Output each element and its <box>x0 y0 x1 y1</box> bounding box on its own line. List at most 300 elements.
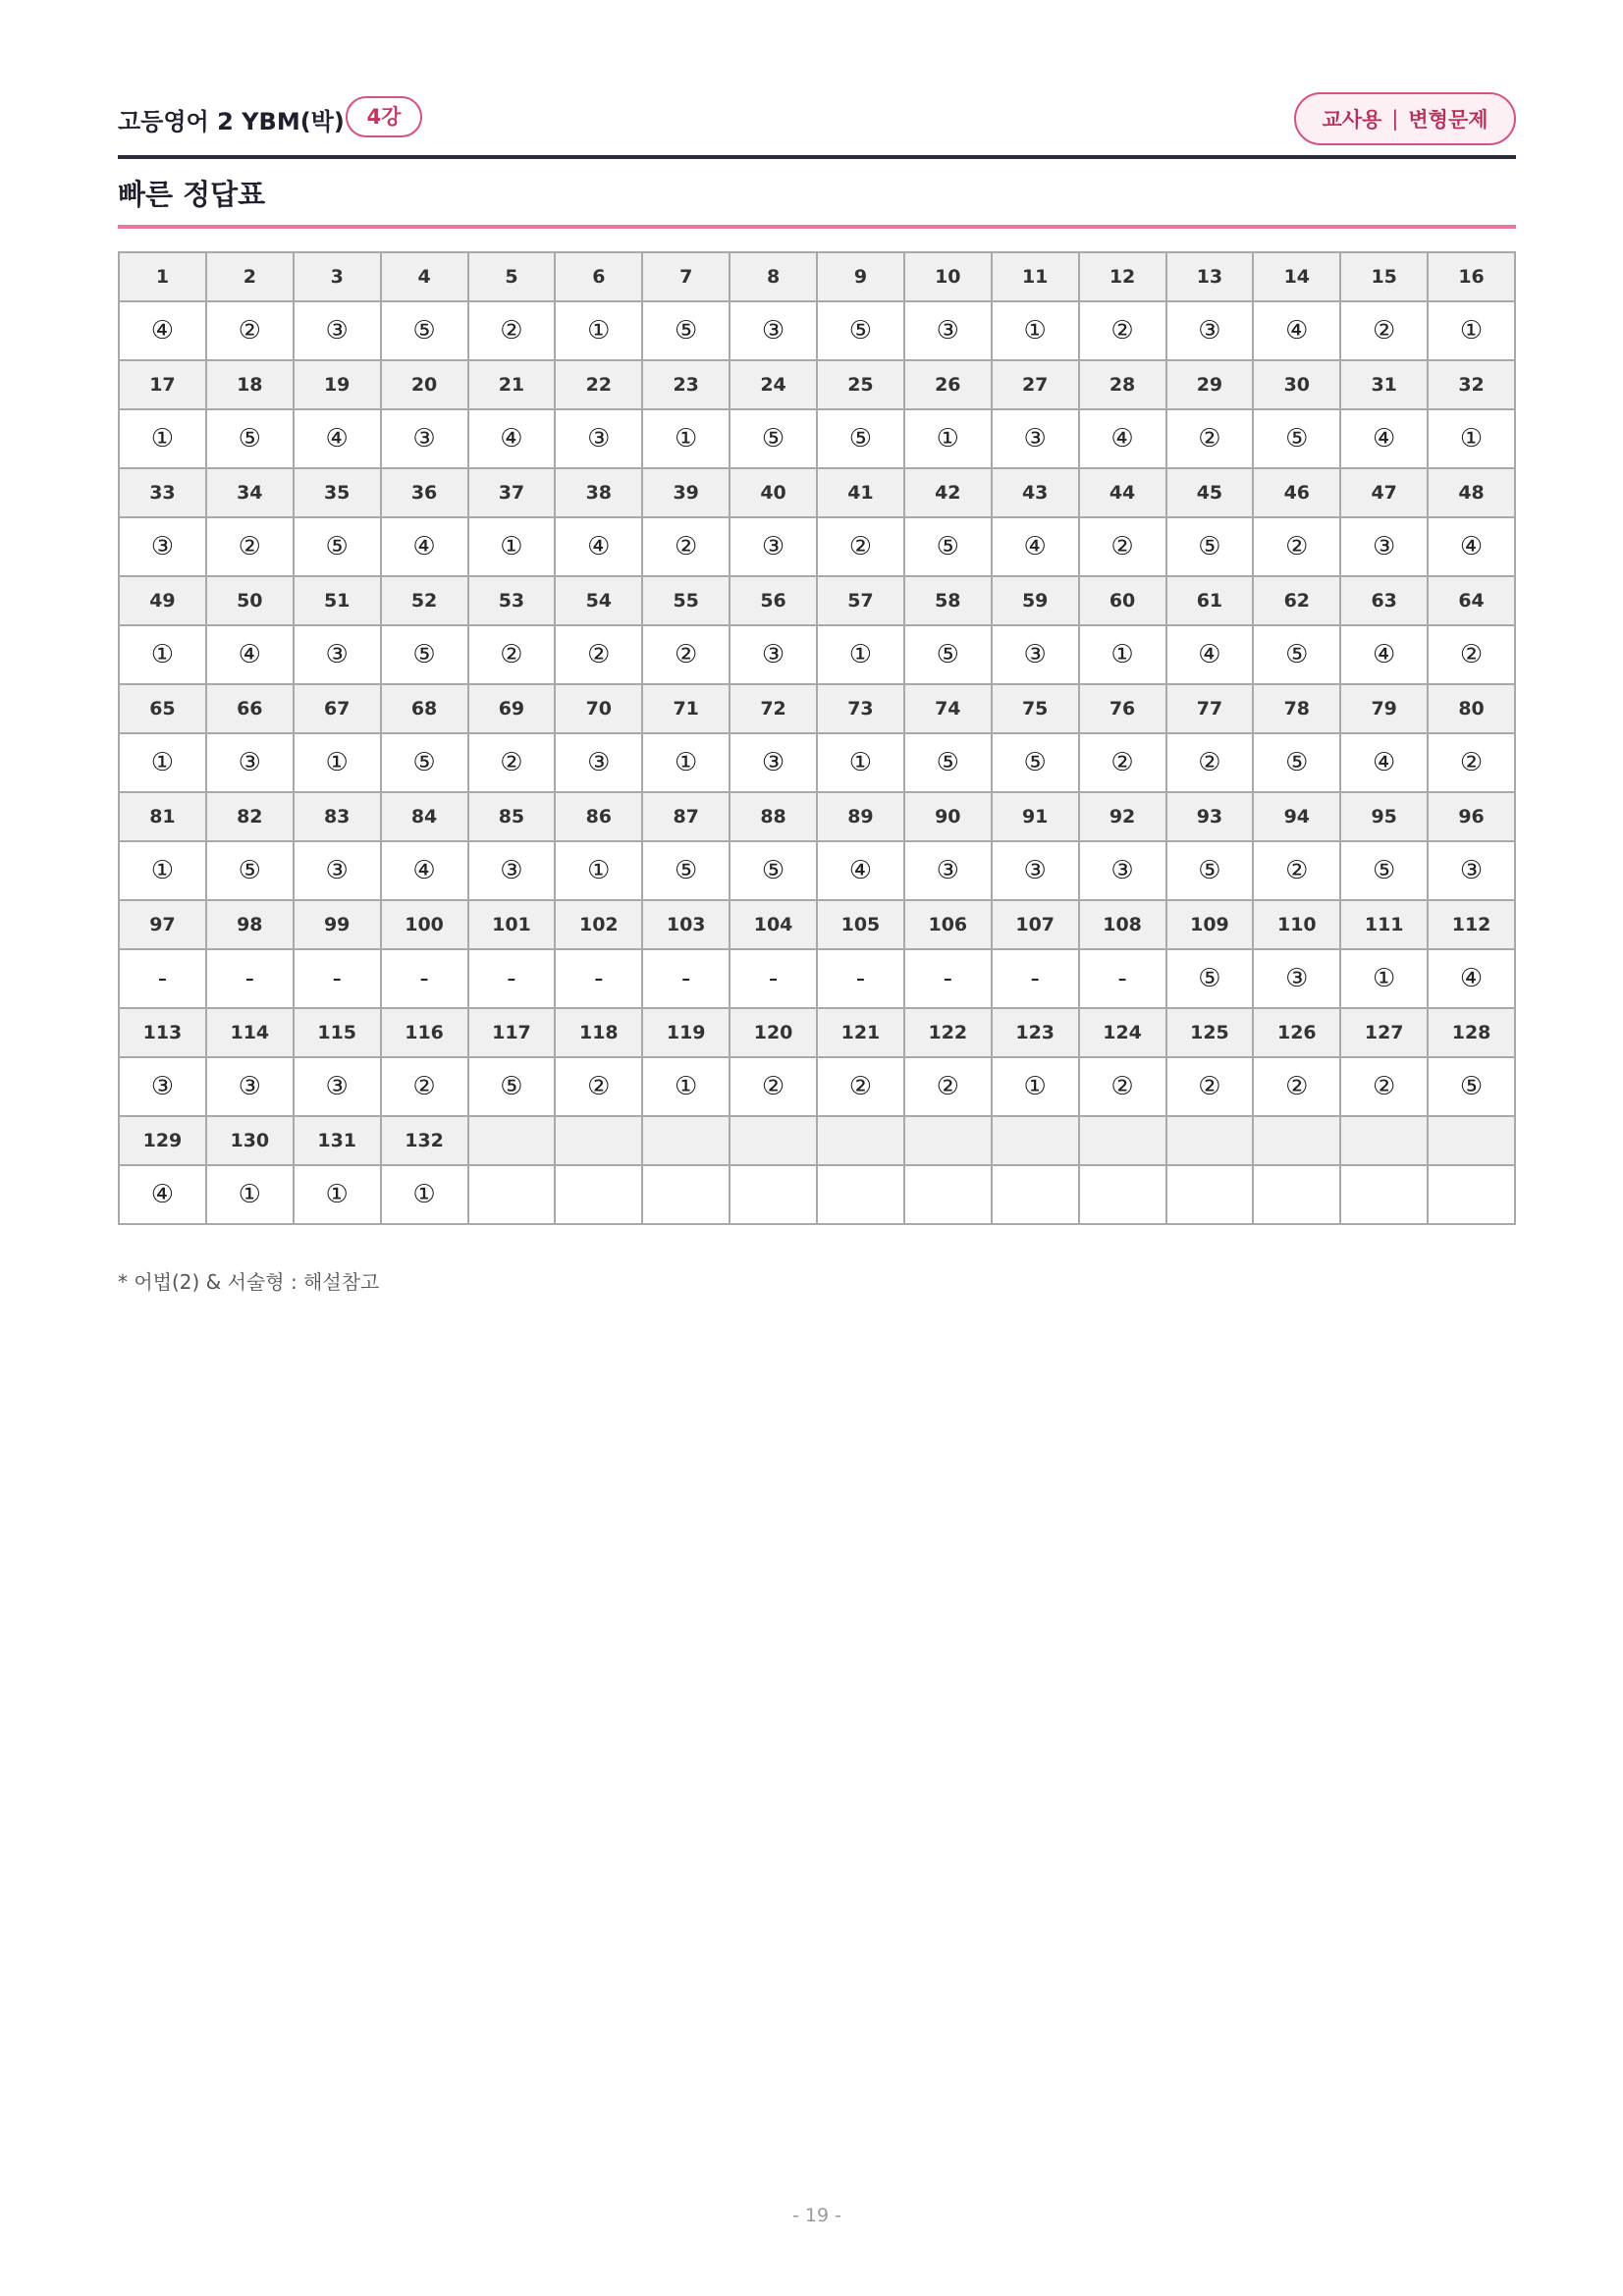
question-number-cell: 38 <box>555 468 642 517</box>
question-number-cell: 59 <box>992 576 1079 625</box>
answer-cell: ② <box>817 517 904 576</box>
question-number-cell <box>1166 1116 1254 1165</box>
question-number-row <box>119 468 1515 517</box>
question-number-cell: 113 <box>119 1008 206 1057</box>
question-number-cell: 127 <box>1340 1008 1428 1057</box>
question-number-cell: 1 <box>119 252 206 301</box>
answer-cell: ④ <box>1340 409 1428 468</box>
question-number-cell: 126 <box>1253 1008 1340 1057</box>
answer-cell: ④ <box>206 625 294 684</box>
answer-cell: ② <box>1079 1057 1166 1116</box>
question-number-cell: 111 <box>1340 900 1428 949</box>
question-number-cell: 53 <box>468 576 556 625</box>
answer-cell: ② <box>1340 1057 1428 1116</box>
answer-cell: ① <box>294 1165 381 1224</box>
answer-cell: ② <box>206 301 294 360</box>
question-number-cell: 117 <box>468 1008 556 1057</box>
header-divider <box>118 155 1516 159</box>
question-number-cell: 8 <box>730 252 817 301</box>
answer-row <box>119 841 1515 900</box>
answer-cell: ② <box>1340 301 1428 360</box>
question-number-cell: 2 <box>206 252 294 301</box>
question-number-cell: 4 <box>381 252 468 301</box>
question-number-cell: 101 <box>468 900 556 949</box>
answer-cell: ④ <box>119 301 206 360</box>
answer-cell: ② <box>1079 517 1166 576</box>
question-number-cell: 61 <box>1166 576 1254 625</box>
question-number-cell: 62 <box>1253 576 1340 625</box>
question-number-cell: 118 <box>555 1008 642 1057</box>
question-number-cell: 130 <box>206 1116 294 1165</box>
answer-cell: ④ <box>555 517 642 576</box>
page-header <box>118 90 1516 149</box>
answer-cell: ③ <box>294 301 381 360</box>
question-number-cell <box>904 1116 992 1165</box>
answer-cell: ④ <box>1253 301 1340 360</box>
answer-cell: ⑤ <box>294 517 381 576</box>
question-number-row <box>119 1008 1515 1057</box>
question-number-cell: 90 <box>904 792 992 841</box>
question-number-cell: 47 <box>1340 468 1428 517</box>
answer-cell: ① <box>206 1165 294 1224</box>
answer-cell: ③ <box>730 733 817 792</box>
question-number-cell: 35 <box>294 468 381 517</box>
answer-cell: ⑤ <box>468 1057 556 1116</box>
answer-cell: ② <box>206 517 294 576</box>
question-number-cell: 74 <box>904 684 992 733</box>
answer-cell: ① <box>904 409 992 468</box>
question-number-cell: 83 <box>294 792 381 841</box>
question-number-cell: 7 <box>642 252 730 301</box>
question-number-cell: 52 <box>381 576 468 625</box>
answer-cell: ② <box>1253 1057 1340 1116</box>
answer-cell: ① <box>119 733 206 792</box>
answer-cell: ③ <box>119 1057 206 1116</box>
version-badge-left: 교사용 <box>1322 108 1382 132</box>
answer-cell: ③ <box>904 301 992 360</box>
question-number-cell: 45 <box>1166 468 1254 517</box>
answer-cell: ① <box>992 301 1079 360</box>
question-number-cell: 39 <box>642 468 730 517</box>
question-number-cell: 92 <box>1079 792 1166 841</box>
question-number-cell: 77 <box>1166 684 1254 733</box>
question-number-cell: 93 <box>1166 792 1254 841</box>
question-number-cell: 37 <box>468 468 556 517</box>
answer-cell: ① <box>468 517 556 576</box>
answer-cell: - <box>642 949 730 1008</box>
answer-cell: ⑤ <box>992 733 1079 792</box>
question-number-cell: 20 <box>381 360 468 409</box>
answer-cell: - <box>817 949 904 1008</box>
answer-row <box>119 409 1515 468</box>
question-number-cell <box>642 1116 730 1165</box>
answer-row <box>119 301 1515 360</box>
question-number-cell: 91 <box>992 792 1079 841</box>
question-number-cell: 58 <box>904 576 992 625</box>
answer-cell: ③ <box>555 409 642 468</box>
answer-cell: ① <box>992 1057 1079 1116</box>
answer-cell: ① <box>1079 625 1166 684</box>
answer-row <box>119 517 1515 576</box>
answer-cell <box>817 1165 904 1224</box>
question-number-cell <box>1253 1116 1340 1165</box>
answer-cell: - <box>904 949 992 1008</box>
question-number-cell: 57 <box>817 576 904 625</box>
answer-cell: ④ <box>1166 625 1254 684</box>
answer-cell: ② <box>1166 1057 1254 1116</box>
answer-cell: ③ <box>381 409 468 468</box>
answer-cell: ③ <box>1166 301 1254 360</box>
question-number-cell: 105 <box>817 900 904 949</box>
answer-cell <box>642 1165 730 1224</box>
answer-cell: ③ <box>555 733 642 792</box>
answer-cell: ② <box>1079 733 1166 792</box>
question-number-cell: 98 <box>206 900 294 949</box>
question-number-cell: 88 <box>730 792 817 841</box>
question-number-cell: 120 <box>730 1008 817 1057</box>
answer-table-body <box>119 252 1515 1224</box>
question-number-cell: 102 <box>555 900 642 949</box>
question-number-cell <box>992 1116 1079 1165</box>
answer-cell: ⑤ <box>817 301 904 360</box>
question-number-cell: 72 <box>730 684 817 733</box>
question-number-cell: 13 <box>1166 252 1254 301</box>
question-number-cell <box>817 1116 904 1165</box>
question-number-cell: 10 <box>904 252 992 301</box>
answer-cell: ⑤ <box>730 409 817 468</box>
answer-cell: ③ <box>992 625 1079 684</box>
question-number-cell <box>1079 1116 1166 1165</box>
section-title: 빠른 정답표 <box>118 178 266 211</box>
question-number-cell: 79 <box>1340 684 1428 733</box>
question-number-cell: 81 <box>119 792 206 841</box>
question-number-cell: 73 <box>817 684 904 733</box>
question-number-cell: 31 <box>1340 360 1428 409</box>
question-number-cell: 12 <box>1079 252 1166 301</box>
lesson-badge: 4강 <box>346 96 422 137</box>
question-number-cell: 55 <box>642 576 730 625</box>
question-number-cell: 125 <box>1166 1008 1254 1057</box>
answer-cell: - <box>294 949 381 1008</box>
answer-cell: ③ <box>730 625 817 684</box>
question-number-cell: 87 <box>642 792 730 841</box>
answer-cell: ③ <box>119 517 206 576</box>
answer-cell: ② <box>730 1057 817 1116</box>
question-number-cell: 60 <box>1079 576 1166 625</box>
answer-cell: ② <box>1253 517 1340 576</box>
version-badge-right: 변형문제 <box>1408 108 1488 132</box>
question-number-cell: 9 <box>817 252 904 301</box>
answer-cell: ⑤ <box>1166 949 1254 1008</box>
question-number-cell: 80 <box>1428 684 1515 733</box>
answer-cell: ⑤ <box>1253 409 1340 468</box>
answer-cell: ① <box>1340 949 1428 1008</box>
question-number-cell: 114 <box>206 1008 294 1057</box>
answer-cell <box>1340 1165 1428 1224</box>
question-number-row <box>119 252 1515 301</box>
question-number-cell: 99 <box>294 900 381 949</box>
answer-cell: ⑤ <box>904 733 992 792</box>
answer-cell: ⑤ <box>206 841 294 900</box>
question-number-cell: 42 <box>904 468 992 517</box>
answer-cell: ③ <box>294 841 381 900</box>
question-number-cell <box>1340 1116 1428 1165</box>
answer-cell: ③ <box>294 1057 381 1116</box>
answer-cell: ④ <box>381 841 468 900</box>
answer-cell: - <box>468 949 556 1008</box>
answer-cell: ③ <box>1428 841 1515 900</box>
question-number-cell: 34 <box>206 468 294 517</box>
question-number-cell: 129 <box>119 1116 206 1165</box>
question-number-cell <box>555 1116 642 1165</box>
answer-cell: ② <box>817 1057 904 1116</box>
question-number-row <box>119 792 1515 841</box>
answer-cell: ① <box>817 625 904 684</box>
answer-cell: ⑤ <box>1166 517 1254 576</box>
question-number-cell <box>468 1116 556 1165</box>
question-number-cell: 119 <box>642 1008 730 1057</box>
answer-cell: ④ <box>1079 409 1166 468</box>
answer-cell: ⑤ <box>904 517 992 576</box>
question-number-cell: 21 <box>468 360 556 409</box>
question-number-cell: 124 <box>1079 1008 1166 1057</box>
question-number-cell: 25 <box>817 360 904 409</box>
question-number-cell: 76 <box>1079 684 1166 733</box>
question-number-cell: 110 <box>1253 900 1340 949</box>
question-number-cell: 96 <box>1428 792 1515 841</box>
question-number-cell: 24 <box>730 360 817 409</box>
question-number-cell: 116 <box>381 1008 468 1057</box>
answer-cell: - <box>730 949 817 1008</box>
answer-cell: ② <box>1428 733 1515 792</box>
answer-cell: ④ <box>1340 733 1428 792</box>
question-number-cell: 128 <box>1428 1008 1515 1057</box>
answer-cell: ⑤ <box>730 841 817 900</box>
question-number-cell: 18 <box>206 360 294 409</box>
answer-cell: ③ <box>992 409 1079 468</box>
question-number-cell: 100 <box>381 900 468 949</box>
answer-cell: ③ <box>730 517 817 576</box>
question-number-cell: 46 <box>1253 468 1340 517</box>
answer-cell: ② <box>555 625 642 684</box>
footnote: * 어법(2) & 서술형 : 해설참고 <box>118 1270 380 1294</box>
answer-sheet-page <box>118 0 1516 2296</box>
answer-row <box>119 625 1515 684</box>
answer-row <box>119 949 1515 1008</box>
question-number-cell: 26 <box>904 360 992 409</box>
question-number-cell: 43 <box>992 468 1079 517</box>
answer-cell: ① <box>555 301 642 360</box>
answer-cell: ② <box>642 517 730 576</box>
answer-cell: ③ <box>206 1057 294 1116</box>
answer-cell: ① <box>1428 301 1515 360</box>
answer-cell: ① <box>555 841 642 900</box>
answer-cell: - <box>381 949 468 1008</box>
answer-row <box>119 1165 1515 1224</box>
question-number-cell: 15 <box>1340 252 1428 301</box>
question-number-cell: 75 <box>992 684 1079 733</box>
question-number-cell: 85 <box>468 792 556 841</box>
question-number-row <box>119 360 1515 409</box>
version-badge <box>1294 92 1516 145</box>
answer-cell: - <box>992 949 1079 1008</box>
answer-cell: ⑤ <box>904 625 992 684</box>
question-number-cell <box>730 1116 817 1165</box>
question-number-cell: 50 <box>206 576 294 625</box>
question-number-cell: 67 <box>294 684 381 733</box>
answer-cell: ④ <box>381 517 468 576</box>
answer-cell: ① <box>642 409 730 468</box>
question-number-cell: 89 <box>817 792 904 841</box>
answer-cell: ② <box>642 625 730 684</box>
question-number-cell: 106 <box>904 900 992 949</box>
answer-cell: ⑤ <box>381 625 468 684</box>
answer-cell: ① <box>1428 409 1515 468</box>
answer-cell: ④ <box>992 517 1079 576</box>
answer-cell <box>468 1165 556 1224</box>
question-number-cell: 94 <box>1253 792 1340 841</box>
answer-cell: ⑤ <box>1253 625 1340 684</box>
answer-cell: ④ <box>468 409 556 468</box>
question-number-cell: 14 <box>1253 252 1340 301</box>
question-number-cell: 66 <box>206 684 294 733</box>
question-number-cell: 86 <box>555 792 642 841</box>
answer-cell: ② <box>1166 409 1254 468</box>
answer-cell: ② <box>555 1057 642 1116</box>
answer-cell: ① <box>817 733 904 792</box>
answer-cell: ③ <box>992 841 1079 900</box>
question-number-cell: 64 <box>1428 576 1515 625</box>
question-number-cell: 78 <box>1253 684 1340 733</box>
version-badge-separator: | <box>1391 107 1399 131</box>
question-number-cell: 115 <box>294 1008 381 1057</box>
answer-cell: - <box>555 949 642 1008</box>
answer-cell <box>1166 1165 1254 1224</box>
answer-table <box>118 251 1516 1225</box>
answer-cell: - <box>1079 949 1166 1008</box>
answer-cell: ③ <box>1253 949 1340 1008</box>
question-number-cell: 103 <box>642 900 730 949</box>
answer-cell: ③ <box>294 625 381 684</box>
question-number-cell: 123 <box>992 1008 1079 1057</box>
question-number-cell: 70 <box>555 684 642 733</box>
answer-row <box>119 1057 1515 1116</box>
answer-cell: ③ <box>1079 841 1166 900</box>
answer-cell: ⑤ <box>1428 1057 1515 1116</box>
question-number-cell: 95 <box>1340 792 1428 841</box>
question-number-cell: 23 <box>642 360 730 409</box>
answer-row <box>119 733 1515 792</box>
question-number-cell: 65 <box>119 684 206 733</box>
question-number-cell: 82 <box>206 792 294 841</box>
answer-cell: ② <box>381 1057 468 1116</box>
answer-cell: ③ <box>468 841 556 900</box>
answer-cell: - <box>206 949 294 1008</box>
answer-cell: ④ <box>294 409 381 468</box>
answer-cell: ② <box>1079 301 1166 360</box>
answer-cell: ④ <box>1428 949 1515 1008</box>
question-number-cell: 22 <box>555 360 642 409</box>
question-number-cell: 112 <box>1428 900 1515 949</box>
question-number-cell: 3 <box>294 252 381 301</box>
question-number-row <box>119 900 1515 949</box>
question-number-cell: 29 <box>1166 360 1254 409</box>
question-number-cell: 32 <box>1428 360 1515 409</box>
answer-cell: ⑤ <box>1166 841 1254 900</box>
answer-cell: ② <box>904 1057 992 1116</box>
question-number-row <box>119 576 1515 625</box>
question-number-cell: 16 <box>1428 252 1515 301</box>
answer-cell: ② <box>1428 625 1515 684</box>
question-number-cell: 132 <box>381 1116 468 1165</box>
question-number-cell: 36 <box>381 468 468 517</box>
answer-cell: ① <box>119 409 206 468</box>
question-number-cell: 107 <box>992 900 1079 949</box>
question-number-cell: 19 <box>294 360 381 409</box>
answer-cell <box>1253 1165 1340 1224</box>
answer-cell: ① <box>119 625 206 684</box>
question-number-cell: 54 <box>555 576 642 625</box>
answer-cell: ⑤ <box>1340 841 1428 900</box>
answer-cell: ③ <box>904 841 992 900</box>
answer-cell: ④ <box>1428 517 1515 576</box>
question-number-cell: 97 <box>119 900 206 949</box>
answer-cell <box>904 1165 992 1224</box>
question-number-cell: 28 <box>1079 360 1166 409</box>
question-number-row <box>119 684 1515 733</box>
answer-cell <box>730 1165 817 1224</box>
question-number-cell: 40 <box>730 468 817 517</box>
question-number-cell: 56 <box>730 576 817 625</box>
answer-cell: ① <box>642 733 730 792</box>
question-number-cell: 71 <box>642 684 730 733</box>
answer-cell: ⑤ <box>642 301 730 360</box>
document-title: 고등영어 2 YBM(박) <box>118 108 345 135</box>
answer-cell: ④ <box>817 841 904 900</box>
question-number-cell: 122 <box>904 1008 992 1057</box>
answer-cell: ① <box>119 841 206 900</box>
question-number-cell: 17 <box>119 360 206 409</box>
question-number-cell: 11 <box>992 252 1079 301</box>
answer-cell: ③ <box>206 733 294 792</box>
section-divider <box>118 225 1516 229</box>
page-number: - 19 - <box>792 2205 841 2226</box>
answer-cell: ① <box>294 733 381 792</box>
question-number-cell: 68 <box>381 684 468 733</box>
answer-cell <box>555 1165 642 1224</box>
question-number-row <box>119 1116 1515 1165</box>
question-number-cell: 48 <box>1428 468 1515 517</box>
answer-cell <box>992 1165 1079 1224</box>
answer-cell: ⑤ <box>1253 733 1340 792</box>
answer-cell: ⑤ <box>817 409 904 468</box>
answer-cell <box>1079 1165 1166 1224</box>
answer-cell <box>1428 1165 1515 1224</box>
answer-cell: ① <box>642 1057 730 1116</box>
question-number-cell <box>1428 1116 1515 1165</box>
answer-cell: ① <box>381 1165 468 1224</box>
answer-cell: ⑤ <box>642 841 730 900</box>
answer-cell: ③ <box>1340 517 1428 576</box>
answer-cell: ② <box>468 301 556 360</box>
answer-cell: ② <box>468 625 556 684</box>
question-number-cell: 121 <box>817 1008 904 1057</box>
answer-cell: ⑤ <box>381 733 468 792</box>
answer-cell: ② <box>468 733 556 792</box>
question-number-cell: 63 <box>1340 576 1428 625</box>
question-number-cell: 6 <box>555 252 642 301</box>
question-number-cell: 69 <box>468 684 556 733</box>
